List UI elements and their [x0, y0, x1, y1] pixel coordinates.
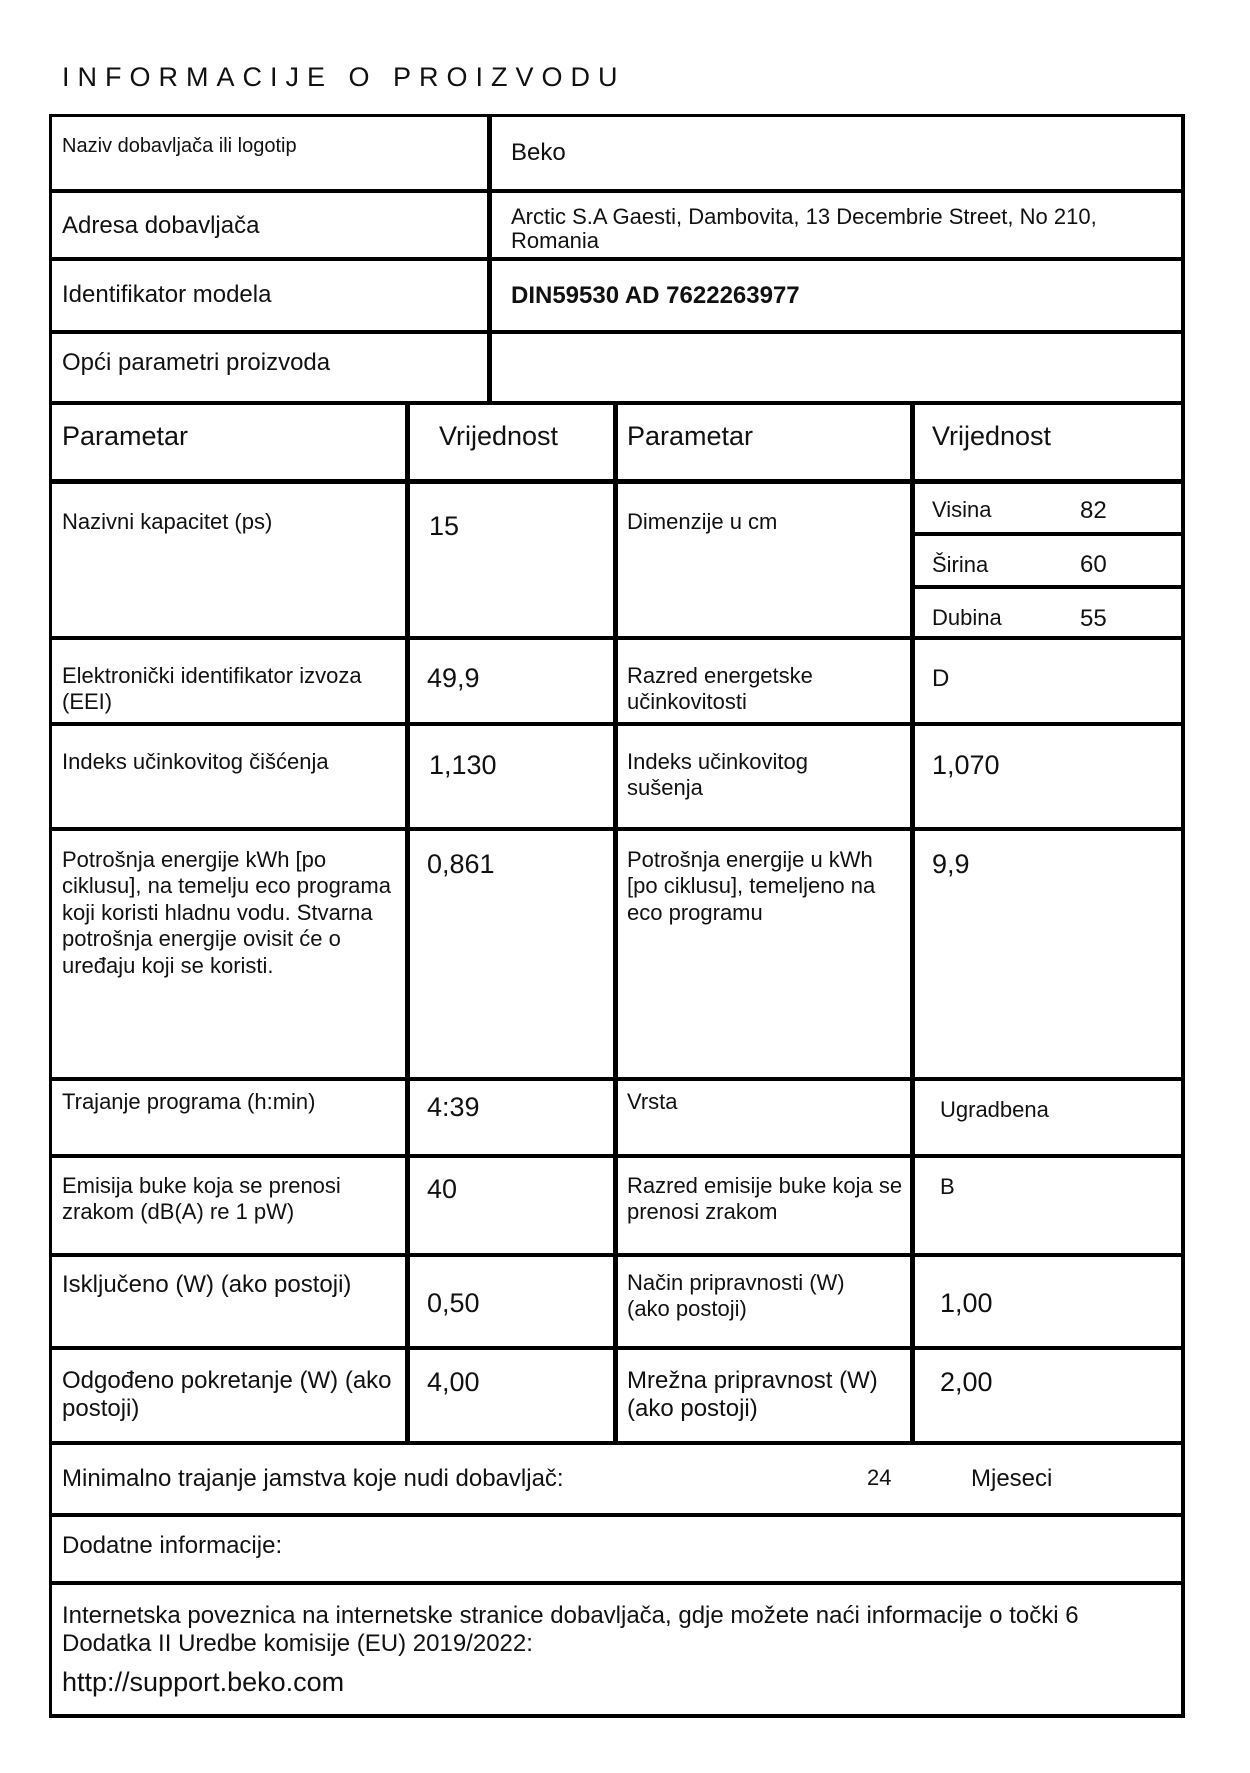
network-standby-label: Mrežna pripravnost (W) (ako postoji)	[627, 1367, 878, 1422]
noise-class-value: B	[940, 1174, 955, 1199]
energy-eco-label: Potrošnja energije u kWh [po ciklusu], temeljeno na eco programu	[627, 847, 876, 925]
eei-label: Elektronički identifikator izvoza (EEI)	[62, 663, 362, 714]
standby-label: Način pripravnosti (W) (ako postoji)	[627, 1270, 845, 1321]
capacity-label: Nazivni kapacitet (ps)	[62, 509, 273, 534]
model-label: Identifikator modela	[62, 281, 272, 308]
delay-start-value: 4,00	[427, 1367, 480, 1397]
drying-index-label: Indeks učinkovitog sušenja	[627, 749, 808, 800]
additional-info-label: Dodatne informacije:	[62, 1532, 283, 1559]
divider	[49, 189, 1185, 193]
divider	[49, 1581, 1185, 1585]
guarantee-value: 24	[867, 1465, 892, 1490]
support-link[interactable]: http://support.beko.com	[62, 1667, 345, 1697]
height-value: 82	[1080, 497, 1107, 524]
duration-value: 4:39	[427, 1092, 480, 1122]
dimension-divider	[915, 532, 1185, 536]
general-parameters-label: Opći parametri proizvoda	[62, 349, 331, 376]
energy-class-label: Razred energetske učinkovitosti	[627, 663, 813, 714]
delay-start-label: Odgođeno pokretanje (W) (ako postoji)	[62, 1367, 392, 1422]
column-header-param-right: Parametar	[627, 421, 754, 451]
model-value: DIN59530 AD 7622263977	[511, 282, 800, 309]
network-standby-value: 2,00	[940, 1367, 993, 1397]
divider	[49, 636, 1185, 640]
page-title: INFORMACIJE O PROIZVODU	[62, 62, 626, 92]
address-value: Arctic S.A Gaesti, Dambovita, 13 Decembrie Street, No 210, Romania	[511, 204, 1097, 254]
drying-index-value: 1,070	[932, 750, 1000, 780]
divider	[49, 1441, 1185, 1445]
divider	[49, 1077, 1185, 1081]
supplier-value: Beko	[511, 139, 566, 166]
column-header-value-right: Vrijednost	[932, 421, 1052, 451]
noise-value: 40	[427, 1174, 458, 1204]
divider	[49, 1253, 1185, 1257]
depth-label: Dubina	[932, 605, 1002, 630]
eei-value: 49,9	[427, 663, 480, 693]
dimensions-label: Dimenzije u cm	[627, 509, 778, 534]
energy-cycle-value: 0,861	[427, 849, 495, 879]
noise-label: Emisija buke koja se prenosi zrakom (dB(A) re 1 pW)	[62, 1173, 341, 1224]
standby-value: 1,00	[940, 1288, 993, 1318]
off-mode-value: 0,50	[427, 1288, 480, 1318]
depth-value: 55	[1080, 605, 1107, 632]
capacity-value: 15	[429, 511, 460, 541]
address-label: Adresa dobavljača	[62, 212, 260, 239]
guarantee-unit: Mjeseci	[971, 1465, 1053, 1492]
dimension-divider	[915, 585, 1185, 589]
type-label: Vrsta	[627, 1089, 678, 1114]
width-label: Širina	[932, 552, 989, 577]
guarantee-label: Minimalno trajanje jamstva koje nudi dobavljač:	[62, 1465, 564, 1492]
divider	[49, 1346, 1185, 1350]
height-label: Visina	[932, 497, 992, 522]
divider	[49, 1513, 1185, 1517]
off-mode-label: Isključeno (W) (ako postoji)	[62, 1271, 352, 1298]
cleaning-index-value: 1,130	[429, 750, 497, 780]
type-value: Ugradbena	[940, 1097, 1049, 1122]
column-divider	[405, 404, 410, 1444]
energy-class-value: D	[932, 665, 950, 692]
noise-class-label: Razred emisije buke koja se prenosi zrakom	[627, 1173, 903, 1224]
supplier-link-text: Internetska poveznica na internetske stranice dobavljača, gdje možete naći informacije o točki 6 Dodatka II Uredbe komisije (EU) 2019/2022:	[62, 1602, 1079, 1657]
divider	[49, 479, 1185, 484]
duration-label: Trajanje programa (h:min)	[62, 1089, 316, 1114]
column-header-value-left: Vrijednost	[439, 421, 559, 451]
column-header-param-left: Parametar	[62, 421, 189, 451]
energy-cycle-label: Potrošnja energije kWh [po ciklusu], na temelju eco programa koji koristi hladnu vodu. Stvarna potrošnja energije ovisit će o uređaju koji se koristi.	[62, 847, 391, 978]
cleaning-index-label: Indeks učinkovitog čišćenja	[62, 749, 329, 774]
energy-eco-value: 9,9	[932, 849, 970, 879]
supplier-label: Naziv dobavljača ili logotip	[62, 135, 297, 157]
divider	[49, 1154, 1185, 1158]
column-divider	[613, 404, 618, 1444]
divider	[49, 257, 1185, 261]
divider	[49, 330, 1185, 334]
divider	[49, 722, 1185, 726]
width-value: 60	[1080, 551, 1107, 578]
column-divider	[910, 404, 915, 1444]
divider	[49, 827, 1185, 831]
